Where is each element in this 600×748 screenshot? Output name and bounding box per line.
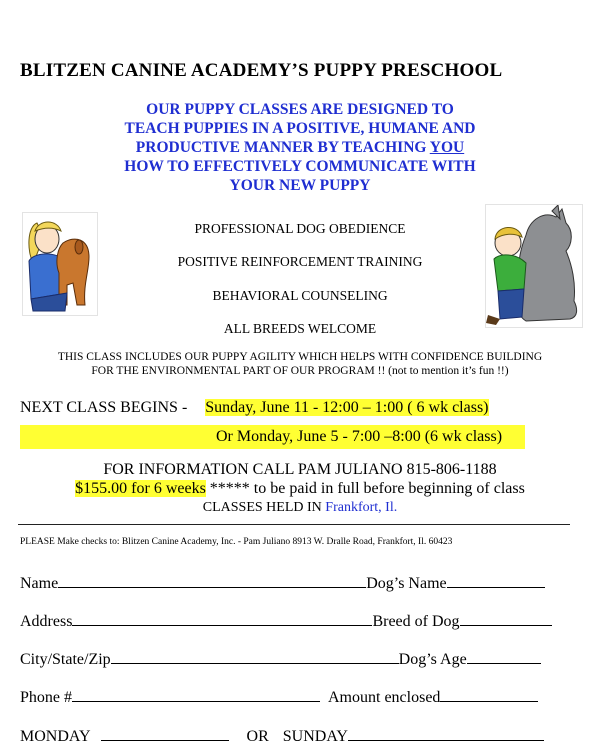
amount-label: Amount enclosed (328, 689, 441, 706)
monday-class-highlight (20, 425, 525, 449)
mission-statement (0, 100, 600, 195)
phone-label: Phone # (20, 689, 72, 706)
service-reinforcement: POSITIVE REINFORCEMENT TRAINING (177, 254, 423, 269)
price: $155.00 for 6 weeks (75, 480, 206, 497)
next-class-label: NEXT CLASS BEGINS - (20, 399, 188, 416)
sunday-field[interactable] (348, 726, 544, 741)
location-place: Frankfort, Il. (325, 500, 398, 515)
dogs-name-field[interactable] (447, 573, 545, 588)
amount-field[interactable] (440, 687, 538, 702)
divider (18, 524, 570, 525)
agility-line-2: FOR THE ENVIRONMENTAL PART OF OUR PROGRAM !! (not to mention it’s fun !!) (91, 365, 509, 377)
sunday-class-option: Sunday, June 11 - 12:00 – 1:00 ( 6 wk class) (205, 399, 489, 416)
mission-line-3 (0, 138, 600, 157)
mission-emphasis: YOU (429, 139, 465, 156)
mission-line-5: YOUR NEW PUPPY (229, 177, 371, 194)
page-title: BLITZEN CANINE ACADEMY’S PUPPY PRESCHOOL (20, 60, 503, 81)
checks-note: PLEASE Make checks to: Blitzen Canine Academy, Inc. - Pam Juliano 8913 W. Dralle Road, Frankfort, Il. 60423 (20, 537, 453, 547)
form-row-city (20, 649, 541, 669)
price-line (0, 479, 600, 498)
breed-label: Breed of Dog (372, 613, 460, 630)
breed-field[interactable] (460, 611, 552, 626)
form-row-address (20, 611, 552, 631)
sunday-label: SUNDAY (282, 728, 348, 745)
agility-note (0, 350, 600, 378)
city-field[interactable] (111, 649, 399, 664)
monday-label: MONDAY (20, 728, 91, 745)
phone-field[interactable] (72, 687, 320, 702)
or-label: OR (246, 728, 269, 745)
next-class (20, 399, 489, 417)
dogs-age-label: Dog’s Age (398, 651, 467, 668)
city-label: City/State/Zip (20, 651, 111, 668)
price-note: ***** to be paid in full before beginning of class (205, 480, 525, 497)
form-row-days (20, 726, 544, 746)
dogs-name-label: Dog’s Name (366, 575, 447, 592)
form-row-name (20, 573, 545, 593)
monday-field[interactable] (101, 726, 229, 741)
info-block (0, 460, 600, 517)
name-label: Name (20, 575, 59, 592)
monday-class-option: Or Monday, June 5 - 7:00 –8:00 (6 wk class) (216, 428, 503, 445)
service-obedience: PROFESSIONAL DOG OBEDIENCE (194, 221, 406, 236)
service-counseling: BEHAVIORAL COUNSELING (212, 288, 388, 303)
location-prefix: CLASSES HELD IN (202, 500, 326, 515)
mission-line-3-text: PRODUCTIVE MANNER BY TEACHING (135, 139, 430, 156)
address-field[interactable] (72, 611, 372, 626)
dogs-age-field[interactable] (467, 649, 541, 664)
mission-line-4: HOW TO EFFECTIVELY COMMUNICATE WITH (124, 158, 476, 175)
address-label: Address (20, 613, 73, 630)
mission-line-2: TEACH PUPPIES IN A POSITIVE, HUMANE AND (124, 120, 476, 137)
name-field[interactable] (58, 573, 366, 588)
info-call: FOR INFORMATION CALL PAM JULIANO 815-806-1188 (103, 461, 497, 478)
agility-line-1: THIS CLASS INCLUDES OUR PUPPY AGILITY WHICH HELPS WITH CONFIDENCE BUILDING (57, 351, 543, 363)
location-line (0, 498, 600, 517)
mission-line-1: OUR PUPPY CLASSES ARE DESIGNED TO (146, 101, 454, 118)
form-row-phone (20, 687, 538, 707)
service-all-breeds: ALL BREEDS WELCOME (223, 321, 377, 336)
